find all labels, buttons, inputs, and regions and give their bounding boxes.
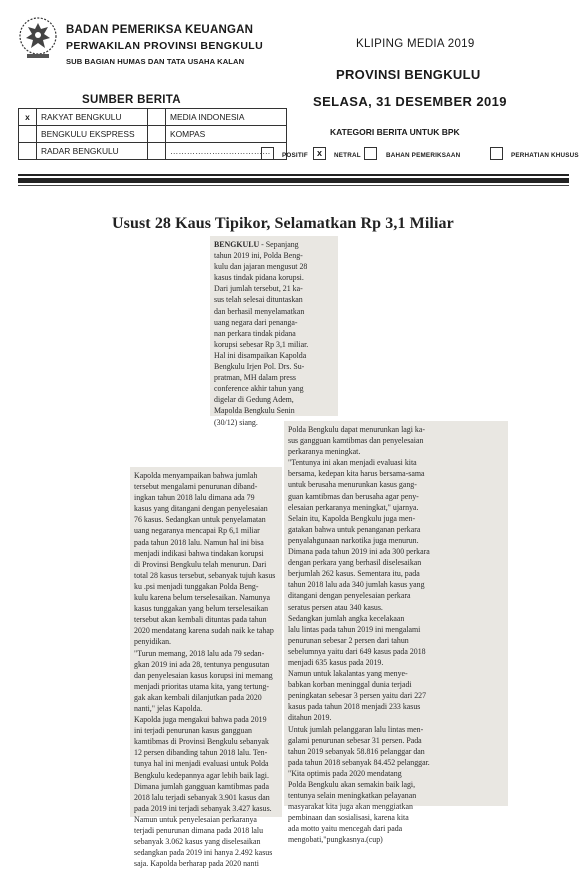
column-line: masyarakat kita juga akan menggiatkan <box>288 802 413 812</box>
column-line: "Kita optimis pada 2020 mendatang <box>288 768 402 778</box>
column-line: galami penurunan sebesar 31 persen. Pada <box>288 735 422 745</box>
perhatian-khusus-checkbox[interactable] <box>490 147 503 160</box>
column-line: 12 persen dibanding tahun 2018 lalu. Ten- <box>134 748 268 758</box>
column-line: kasus pada tahun 2018 menjadi 233 kasus <box>288 702 421 712</box>
kategori-title: KATEGORI BERITA UNTUK BPK <box>330 127 460 137</box>
lead-line: kulu dan jajaran mengusut 28 <box>214 262 308 272</box>
column-line: lalu lintas pada tahun 2019 ini mengalami <box>288 624 421 634</box>
column-line: menjadi 635 kasus pada 2019. <box>288 657 384 667</box>
dateline: BENGKULU <box>214 240 260 249</box>
lead-text: - Sepanjang <box>261 240 299 249</box>
column-line: "Tentunya ini akan menjadi evaluasi kita <box>288 458 417 468</box>
lead-line: tahun 2019 ini, Polda Beng- <box>214 251 303 261</box>
column-line: ditahun 2019. <box>288 713 332 723</box>
lead-line: digelar di Gedung Adem, <box>214 395 294 405</box>
positif-label: POSITIF <box>282 152 308 159</box>
column-line: Dimana jumlah gangguan kamtibmas pada <box>134 781 269 791</box>
positif-checkbox[interactable] <box>261 147 274 160</box>
column-line: Dimana pada tahun 2019 ini ada 300 perkara <box>288 547 430 557</box>
column-line: kamtibmas di Provinsi Bengkulu sebanyak <box>134 737 270 747</box>
article-lead <box>210 236 338 427</box>
column-line: penurunan sebesar 2 persen dari tahun <box>288 635 409 645</box>
org-name-line2: PERWAKILAN PROVINSI BENGKULU <box>66 40 264 52</box>
column-line: Polda Bengkulu dapat menurunkan lagi ka- <box>288 425 425 434</box>
divider <box>18 174 569 176</box>
source-name: RADAR BENGKULU <box>37 143 148 160</box>
org-name-line3: SUB BAGIAN HUMAS DAN TATA USAHA KALAN <box>66 57 245 66</box>
bahan-pemeriksaan-checkbox[interactable] <box>364 147 377 160</box>
column-line: bersama, kedepan kita harus bersama-sama <box>288 469 425 479</box>
column-line: dengan perkara yang berhasil diselesaikan <box>288 558 422 568</box>
lead-line: Hal ini disampaikan Kapolda <box>214 350 307 360</box>
column-line: pada tahun 2018 lalu. Namun hal ini bisa <box>134 537 264 547</box>
lead-line: Dari jumlah tersebut, 21 ka- <box>214 284 303 294</box>
column-line: tentunya selain meningkatkan pelayanan <box>288 791 417 801</box>
column-line: total 28 kasus tersebut, sebanyak tujuh kasus <box>134 570 276 580</box>
column-line: ditangani dengan penyelesaian perkara <box>288 591 411 601</box>
column-line: di Provinsi Bengkulu telah menurun. Dari <box>134 559 267 569</box>
column-line: menjadi indikasi bahwa tindakan korupsi <box>134 548 264 558</box>
column-line: elesaian perkaranya meningkat," ujarnya. <box>288 502 419 512</box>
source-name: KOMPAS <box>166 126 287 143</box>
lead-line: nan perkara tindak pidana <box>214 328 296 338</box>
source-name: RAKYAT BENGKULU <box>37 109 148 126</box>
source-checkbox[interactable] <box>19 126 37 143</box>
source-name: ……………………………… <box>166 143 287 160</box>
column-line: Polda Bengkulu akan semakin baik lagi, <box>288 780 416 789</box>
org-name-line1: BADAN PEMERIKSA KEUANGAN <box>66 24 254 36</box>
column-line: Namun untuk penyelesaian perkaranya <box>134 814 257 824</box>
column-line: 2020 mendatang karena sudah naik ke tahap <box>134 626 274 636</box>
lead-line: Bengkulu Irjen Pol. Drs. Su- <box>214 362 305 372</box>
lead-line: (30/12) siang. <box>214 417 258 427</box>
column-line: penyalahgunaan narkotika juga menurun. <box>288 535 419 545</box>
column-line: ini terjadi penurunan kasus gangguan <box>134 726 252 736</box>
column-line: seratus persen atau 340 kasus. <box>288 602 383 612</box>
lead-line: pratman, MH dalam press <box>214 373 296 383</box>
column-line: babkan korban meninggal dunia terjadi <box>288 680 412 690</box>
column-line: Sedangkan jumlah angka kecelakaan <box>288 613 405 623</box>
lead-line: korupsi sebesar Rp 3,1 miliar. <box>214 339 309 349</box>
lead-line: conference akhir tahun yang <box>214 384 304 394</box>
divider <box>18 178 569 183</box>
source-row <box>19 143 287 160</box>
source-name: MEDIA INDONESIA <box>166 109 287 126</box>
divider <box>18 185 569 186</box>
source-row <box>19 126 287 143</box>
column-line: mengobati,"pungkasnya.(cup) <box>288 835 383 845</box>
lead-line: sus telah selesai dituntaskan <box>214 295 303 305</box>
column-line: kulu karena belum terselesaikan. Namunya <box>134 593 271 603</box>
column-line: tersebut akan kembali dituntas pada tahun <box>134 615 267 625</box>
column-line: Kapolda juga mengakui bahwa pada 2019 <box>134 715 267 725</box>
column-line: pembinaan dan sosialisasi, karena kita <box>288 813 409 823</box>
column-line: Kapolda menyampaikan bahwa jumlah <box>134 471 258 480</box>
lead-line: Mapolda Bengkulu Senin <box>214 406 295 416</box>
column-line: dan penyelesaian kasus korupsi ini memang <box>134 670 273 680</box>
column-line: perkaranya meningkat. <box>288 447 361 457</box>
column-line: pada tahun 2018 sebanyak 84.452 pelanggar. <box>288 757 430 767</box>
column-line: berjumlah 262 kasus. Sementara itu, pada <box>288 569 420 579</box>
column-line: guan kamtibmas dan berusaha agar peny- <box>288 491 419 501</box>
column-line: tahun 2019 sebanyak 58.816 pelanggar dan <box>288 746 425 756</box>
source-checkbox[interactable]: x <box>19 109 37 126</box>
column-line: ku .psi menjadi tunggakan Polda Beng- <box>134 581 259 591</box>
column-line: peningkatan sebesar 3 persen yaitu dari 227 <box>288 691 427 701</box>
column-line: Bengkulu kedepannya agar lebih baik lagi. <box>134 770 269 780</box>
column-line: terjadi penurunan dimana pada 2018 lalu <box>134 826 264 835</box>
column-line: gatakan bahwa untuk penanganan perkara <box>288 524 421 534</box>
column-line: sebelumnya yaitu dari 649 kasus pada 2018 <box>288 646 426 656</box>
column-line: menjadi prioritas utama kita, yang tertung- <box>134 681 269 691</box>
column-line: saja. Kapolda berharap pada 2020 nanti <box>134 859 259 869</box>
column-line: Untuk jumlah pelanggaran lalu lintas men- <box>288 724 424 734</box>
column-line: nanti," jelas Kapolda. <box>134 703 203 713</box>
column-line: 76 kasus. Sedangkan untuk penyelamatan <box>134 515 266 525</box>
perhatian-khusus-label: PERHATIAN KHUSUS <box>511 152 579 159</box>
date-label: SELASA, 31 DESEMBER 2019 <box>313 94 507 109</box>
source-checkbox[interactable] <box>148 126 166 143</box>
column-line: "Turun memang, 2018 lalu ada 79 sedan- <box>134 648 265 658</box>
lead-line <box>214 239 334 250</box>
source-checkbox[interactable] <box>148 109 166 126</box>
column-line: Selain itu, Kapolda Bengkulu juga men- <box>288 513 416 523</box>
article-column-1 <box>130 467 282 869</box>
kliping-label: KLIPING MEDIA 2019 <box>356 38 475 50</box>
column-line: uang negaranya mencapai Rp 6,1 miliar <box>134 526 260 536</box>
column-line: ingkan tahun 2018 lalu dimana ada 79 <box>134 493 255 503</box>
lead-line: dan berhasil menyelamatkan <box>214 306 305 316</box>
source-checkbox[interactable] <box>19 143 37 160</box>
bahan-pemeriksaan-label: BAHAN PEMERIKSAAN <box>386 152 461 159</box>
column-line: gak akan kembali dilanjutkan pada 2020 <box>134 692 262 702</box>
column-line: kasus yang ditangani dengan penyelesaian <box>134 504 268 514</box>
column-line: pada 2019 ini terjadi sebanyak 3.427 kasus. <box>134 803 272 813</box>
column-line: Namun untuk lakalantas yang menye- <box>288 669 408 679</box>
column-line: tahun 2018 lalu ada 340 jumlah kasus yang <box>288 580 425 590</box>
source-table <box>18 108 287 160</box>
column-line: sus gangguan kamtibmas dan penyelesaian <box>288 436 424 446</box>
netral-label: NETRAL <box>334 152 361 159</box>
province-label: PROVINSI BENGKULU <box>336 67 481 82</box>
source-checkbox[interactable] <box>148 143 166 160</box>
column-line: tunya hal ini menjadi evaluasi untuk Polda <box>134 759 269 769</box>
column-line: sedangkan pada 2019 ini hanya 2.492 kasus <box>134 848 273 858</box>
column-line: tersebut mengalami penurunan diband- <box>134 482 258 492</box>
article-column-2 <box>284 421 508 845</box>
lead-line: uang negara dari penanga- <box>214 317 298 327</box>
source-row <box>19 109 287 126</box>
sumber-berita-title: SUMBER BERITA <box>82 94 181 106</box>
column-line: sebanyak 3.062 kasus yang diselesaikan <box>134 837 261 847</box>
column-line: untuk berusaha menurunkan kasus gang- <box>288 480 417 490</box>
column-line: kasus tunggakan yang belum terselesaikan <box>134 604 269 614</box>
column-line: 2018 lalu terjadi sebanyak 3.901 kasus dan <box>134 792 270 802</box>
column-line: gkan 2019 ini ada 28, tentunya pengusutan <box>134 659 270 669</box>
netral-checkbox[interactable]: x <box>313 147 326 160</box>
lead-line: kasus tindak pidana korupsi. <box>214 273 304 283</box>
column-line: penyidikan. <box>134 637 172 647</box>
article-headline: Usust 28 Kaus Tipikor, Selamatkan Rp 3,1 Miliar <box>112 215 454 232</box>
column-line: ada motto yaitu mencegah dari pada <box>288 824 403 834</box>
source-name: BENGKULU EKSPRESS <box>37 126 148 143</box>
bpk-garuda-emblem-icon <box>18 16 58 60</box>
